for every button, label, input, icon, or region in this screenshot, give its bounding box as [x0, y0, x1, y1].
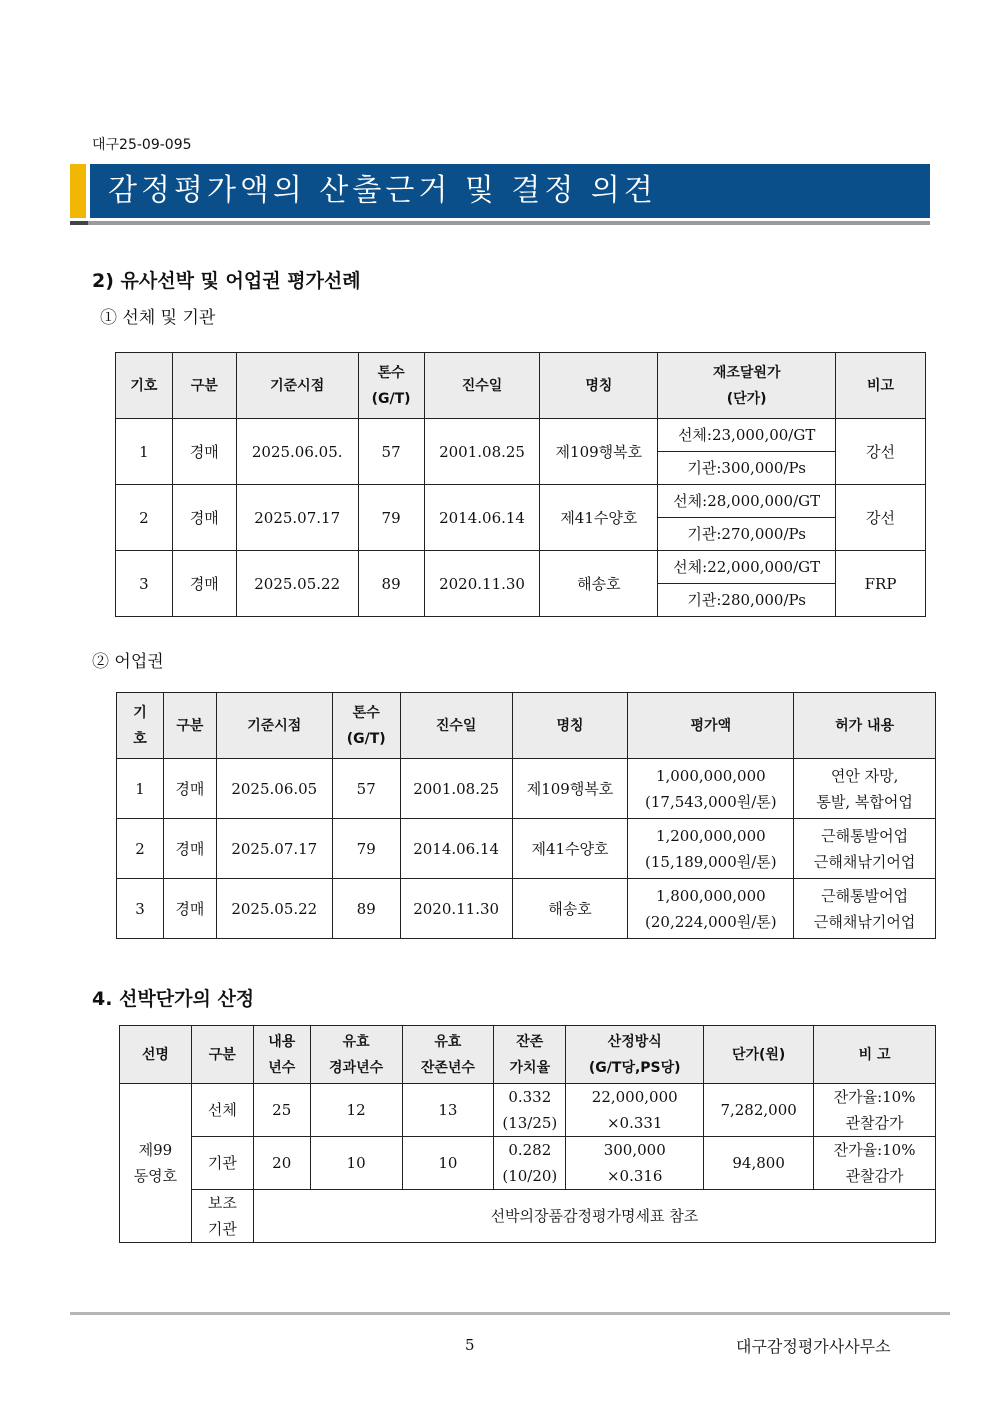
cell-no: 1 [117, 759, 164, 819]
col-header: 평가액 [628, 693, 794, 759]
cell-name: 제109행복호 [540, 419, 658, 485]
cell-value: 1,800,000,000 (20,224,000원/톤) [628, 879, 794, 939]
cell-no: 3 [116, 551, 173, 617]
cell-engine-cost: 기관:300,000/Ps [658, 452, 836, 485]
cell-permit: 근해통발어업 근해채낚기어업 [794, 879, 936, 939]
cell-launch: 2014.06.14 [424, 485, 540, 551]
col-header: 선명 [120, 1026, 192, 1084]
cell-note: 강선 [836, 485, 926, 551]
document-number: 대구25-09-095 [92, 137, 192, 153]
col-header: 단가(원) [704, 1026, 814, 1084]
cell-remaining: 10 [402, 1137, 494, 1190]
banner-accent-bar [70, 164, 86, 218]
cell-no: 2 [117, 819, 164, 879]
col-header: 톤수 (G/T) [332, 693, 400, 759]
cell-note: 강선 [836, 419, 926, 485]
cell-launch: 2020.11.30 [424, 551, 540, 617]
col-header: 구분 [191, 1026, 253, 1084]
page-title: 감정평가액의 산출근거 및 결정 의견 [108, 173, 657, 208]
table-row [117, 879, 936, 939]
cell-method: 300,000 ×0.316 [566, 1137, 704, 1190]
unit-price-table [119, 1025, 936, 1243]
cell-note: 잔가율:10% 관찰감가 [814, 1084, 936, 1137]
cell-launch: 2001.08.25 [400, 759, 512, 819]
cell-type: 경매 [163, 819, 216, 879]
cell-name: 제41수양호 [540, 485, 658, 551]
cell-no: 1 [116, 419, 173, 485]
col-header: 진수일 [400, 693, 512, 759]
col-header: 산정방식 (G/T당,PS당) [566, 1026, 704, 1084]
table-row [116, 419, 926, 452]
footer-rule [70, 1312, 950, 1315]
cell-remaining: 13 [402, 1084, 494, 1137]
cell-tonnage: 79 [332, 819, 400, 879]
table-row [116, 551, 926, 584]
cell-life: 25 [253, 1084, 310, 1137]
col-header: 비고 [836, 353, 926, 419]
cell-permit: 연안 자망, 통발, 복합어업 [794, 759, 936, 819]
cell-tonnage: 57 [332, 759, 400, 819]
cell-engine-cost: 기관:280,000/Ps [658, 584, 836, 617]
cell-tonnage: 89 [358, 551, 424, 617]
col-header: 기준시점 [236, 353, 358, 419]
cell-tonnage: 89 [332, 879, 400, 939]
cell-life: 20 [253, 1137, 310, 1190]
cell-hull-cost: 선체:28,000,000/GT [658, 485, 836, 518]
col-header: 허가 내용 [794, 693, 936, 759]
section-4-heading: 4. 선박단가의 산정 [92, 988, 255, 1010]
cell-aux-note: 선박의장품감정평가명세표 참조 [253, 1190, 935, 1243]
table-row [120, 1084, 936, 1137]
subsection-hull-engine: ① 선체 및 기관 [100, 308, 216, 328]
col-header: 구분 [163, 693, 216, 759]
cell-unit-price: 94,800 [704, 1137, 814, 1190]
table-row [120, 1137, 936, 1190]
cell-launch: 2014.06.14 [400, 819, 512, 879]
col-header: 유효 경과년수 [310, 1026, 402, 1084]
cell-type: 선체 [191, 1084, 253, 1137]
cell-date: 2025.06.05. [236, 419, 358, 485]
fishing-rights-table [116, 692, 936, 939]
cell-elapsed: 10 [310, 1137, 402, 1190]
cell-tonnage: 79 [358, 485, 424, 551]
col-header: 명칭 [540, 353, 658, 419]
cell-type: 경매 [163, 879, 216, 939]
cell-permit: 근해통발어업 근해채낚기어업 [794, 819, 936, 879]
cell-elapsed: 12 [310, 1084, 402, 1137]
col-header: 유효 잔존년수 [402, 1026, 494, 1084]
cell-launch: 2020.11.30 [400, 879, 512, 939]
cell-no: 3 [117, 879, 164, 939]
hull-engine-table [115, 352, 926, 617]
cell-type: 경매 [172, 551, 236, 617]
cell-ship-name: 제99 동영호 [120, 1084, 192, 1243]
subsection-fishing-rights: ② 어업권 [92, 652, 164, 672]
cell-date: 2025.05.22 [236, 551, 358, 617]
cell-hull-cost: 선체:23,000,00/GT [658, 419, 836, 452]
col-header: 재조달원가 (단가) [658, 353, 836, 419]
col-header: 기 호 [117, 693, 164, 759]
cell-type: 기관 [191, 1137, 253, 1190]
col-header: 잔존 가치율 [494, 1026, 566, 1084]
col-header: 진수일 [424, 353, 540, 419]
cell-note: 잔가율:10% 관찰감가 [814, 1137, 936, 1190]
cell-name: 해송호 [540, 551, 658, 617]
cell-residual-ratio: 0.282 (10/20) [494, 1137, 566, 1190]
cell-no: 2 [116, 485, 173, 551]
cell-type: 보조 기관 [191, 1190, 253, 1243]
cell-type: 경매 [172, 485, 236, 551]
table-row [116, 485, 926, 518]
cell-date: 2025.07.17 [216, 819, 332, 879]
cell-hull-cost: 선체:22,000,000/GT [658, 551, 836, 584]
page-number: 5 [465, 1336, 475, 1354]
title-underline-accent [70, 221, 88, 225]
cell-value: 1,000,000,000 (17,543,000원/톤) [628, 759, 794, 819]
col-header: 톤수 (G/T) [358, 353, 424, 419]
cell-date: 2025.07.17 [236, 485, 358, 551]
table-row [117, 759, 936, 819]
col-header: 내용 년수 [253, 1026, 310, 1084]
cell-residual-ratio: 0.332 (13/25) [494, 1084, 566, 1137]
cell-type: 경매 [163, 759, 216, 819]
cell-engine-cost: 기관:270,000/Ps [658, 518, 836, 551]
cell-name: 해송호 [512, 879, 628, 939]
cell-method: 22,000,000 ×0.331 [566, 1084, 704, 1137]
cell-date: 2025.05.22 [216, 879, 332, 939]
cell-value: 1,200,000,000 (15,189,000원/톤) [628, 819, 794, 879]
col-header: 명칭 [512, 693, 628, 759]
col-header: 비 고 [814, 1026, 936, 1084]
table-row [117, 819, 936, 879]
cell-unit-price: 7,282,000 [704, 1084, 814, 1137]
col-header: 구분 [172, 353, 236, 419]
cell-launch: 2001.08.25 [424, 419, 540, 485]
section-2-heading: 2) 유사선박 및 어업권 평가선례 [92, 270, 361, 292]
table-row [120, 1190, 936, 1243]
office-name: 대구감정평가사사무소 [736, 1337, 891, 1356]
cell-date: 2025.06.05 [216, 759, 332, 819]
cell-tonnage: 57 [358, 419, 424, 485]
cell-type: 경매 [172, 419, 236, 485]
cell-name: 제41수양호 [512, 819, 628, 879]
cell-name: 제109행복호 [512, 759, 628, 819]
title-underline [70, 221, 930, 225]
col-header: 기호 [116, 353, 173, 419]
cell-note: FRP [836, 551, 926, 617]
col-header: 기준시점 [216, 693, 332, 759]
